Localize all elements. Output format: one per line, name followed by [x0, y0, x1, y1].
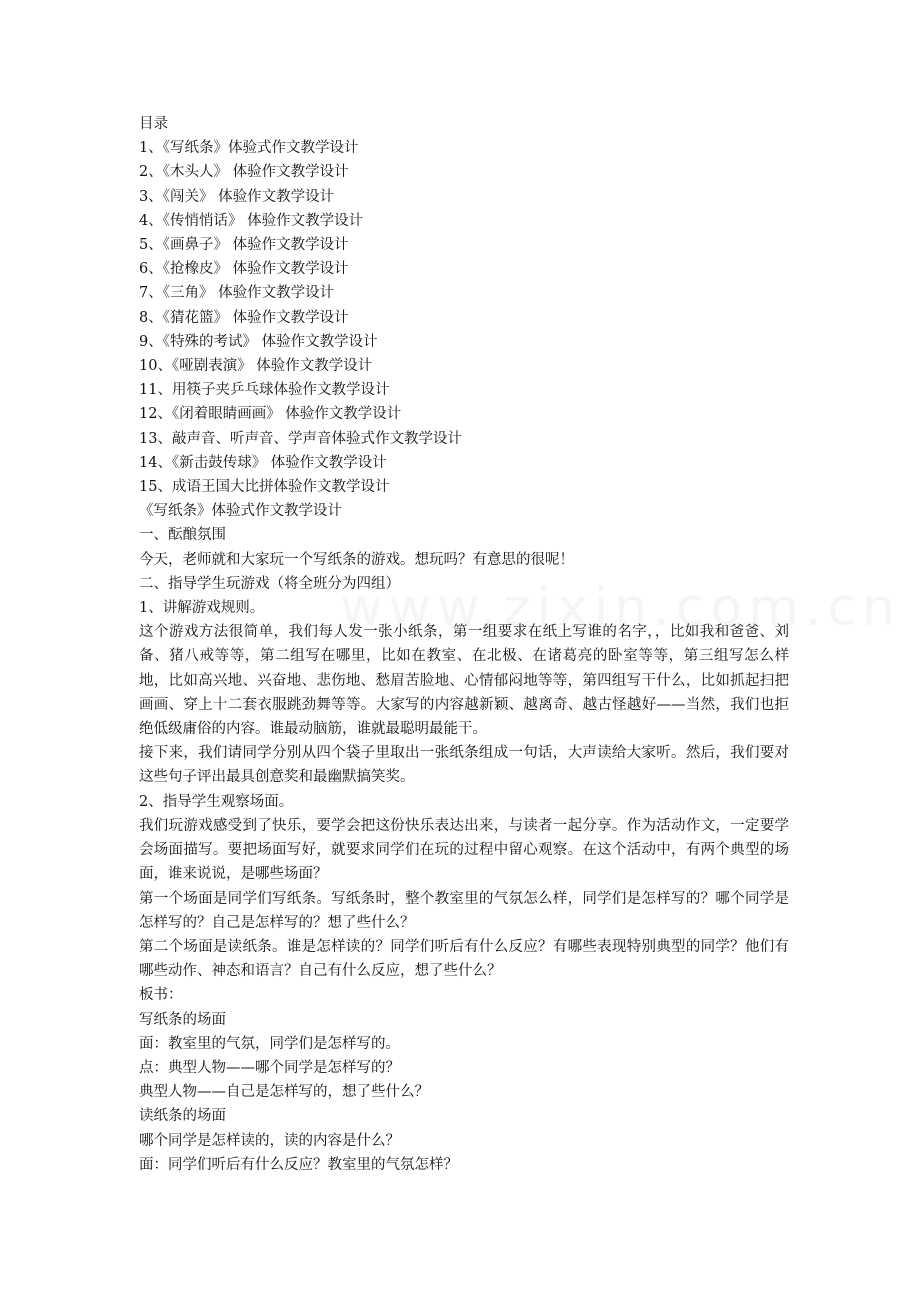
document-page: [139, 112, 789, 1177]
board-line: 典型人物——自己是怎样写的，想了些什么？: [139, 1084, 429, 1101]
paragraph: 接下来，我们请同学分别从四个袋子里取出一张纸条组成一句话，大声读给大家听。然后，我们要对这些句子评出最具创意奖和最幽默搞笑奖。: [139, 745, 789, 786]
toc-item: 9、《特殊的考试》 体验作文教学设计: [139, 333, 378, 350]
section-heading: 一、酝酿氛围: [139, 527, 226, 544]
toc-item: 8、《猜花篮》 体验作文教学设计: [139, 309, 349, 326]
toc-item: 1、《写纸条》体验式作文教学设计: [139, 140, 359, 157]
paragraph: 第二个场面是读纸条。谁是怎样读的？同学们听后有什么反应？有哪些表现特别典型的同学？他们有哪些动作、神态和语言？自己有什么反应，想了些什么？: [139, 938, 789, 980]
toc-item: 6、《抢橡皮》 体验作文教学设计: [139, 261, 349, 278]
toc-item: 3、《闯关》 体验作文教学设计: [139, 188, 335, 205]
toc-item: 5、《画鼻子》 体验作文教学设计: [139, 237, 349, 254]
toc-item: 7、《三角》 体验作文教学设计: [139, 285, 335, 302]
board-line: 点：典型人物——哪个同学是怎样写的？: [139, 1059, 400, 1076]
toc-item: 4、《传悄悄话》 体验作文教学设计: [139, 212, 364, 229]
board-line: 哪个同学是怎样读的，读的内容是什么？: [139, 1132, 400, 1149]
board-label: 板书：: [139, 987, 183, 1004]
subsection-heading: 1、讲解游戏规则。: [139, 600, 265, 617]
toc-item: 10、《哑剧表演》 体验作文教学设计: [139, 358, 373, 375]
paragraph: 第一个场面是同学们写纸条。写纸条时，整个教室里的气氛怎么样，同学们是怎样写的？哪个同学是怎样写的？自己是怎样写的？想了些什么？: [139, 890, 789, 931]
board-line: 面：教室里的气氛，同学们是怎样写的。: [139, 1035, 400, 1052]
board-line: 写纸条的场面: [139, 1011, 226, 1028]
paragraph: 今天，老师就和大家玩一个写纸条的游戏。想玩吗？有意思的很呢！: [139, 551, 574, 568]
toc-item: 13、敲声音、听声音、学声音体验式作文教学设计: [139, 430, 462, 447]
toc-item: 11、用筷子夹乒乓球体验作文教学设计: [139, 382, 390, 399]
toc-item: 14、《新击鼓传球》 体验作文教学设计: [139, 454, 387, 471]
toc-item: 15、成语王国大比拼体验作文教学设计: [139, 479, 390, 496]
board-line: 面：同学们听后有什么反应？教室里的气氛怎样？: [139, 1156, 458, 1173]
toc-title: 目录: [139, 116, 168, 132]
paragraph: 这个游戏方法很简单，我们每人发一张小纸条，第一组要求在纸上写谁的名字，，比如我和爸爸、刘备、猪八戒等等，第二组写在哪里，比如在教室、在北极、在诸葛亮的卧室等等，第三组写怎么样地，比如高兴地、兴奋地、悲伤地、愁眉苦脸地、心情郁闷地等等，第四组写干什么，比如抓起扫把画画、穿上十二套衣服跳劲舞等等。大家写的内容越新颖、越离奇、越古怪越好——当然，我们也拒绝低级庸俗的内容。谁最动脑筋，谁就最聪明最能干。: [139, 624, 789, 738]
toc-item: 12、《闭着眼睛画画》 体验作文教学设计: [139, 406, 402, 423]
toc-list: [139, 136, 789, 499]
board-line: 读纸条的场面: [139, 1108, 226, 1125]
toc-item: 2、《木头人》 体验作文教学设计: [139, 164, 349, 181]
board-notes: [139, 1008, 789, 1177]
paragraph: 我们玩游戏感受到了快乐，要学会把这份快乐表达出来，与读者一起分享。作为活动作文，一定要学会场面描写。要把场面写好，就要求同学们在玩的过程中留心观察。在这个活动中，有两个典型的场面，谁来说说，是哪些场面？: [139, 817, 789, 883]
subsection-heading: 2、指导学生观察场面。: [139, 793, 294, 810]
section-heading: 二、指导学生玩游戏（将全班分为四组）: [139, 575, 400, 592]
article-title: 《写纸条》体验式作文教学设计: [139, 503, 342, 520]
